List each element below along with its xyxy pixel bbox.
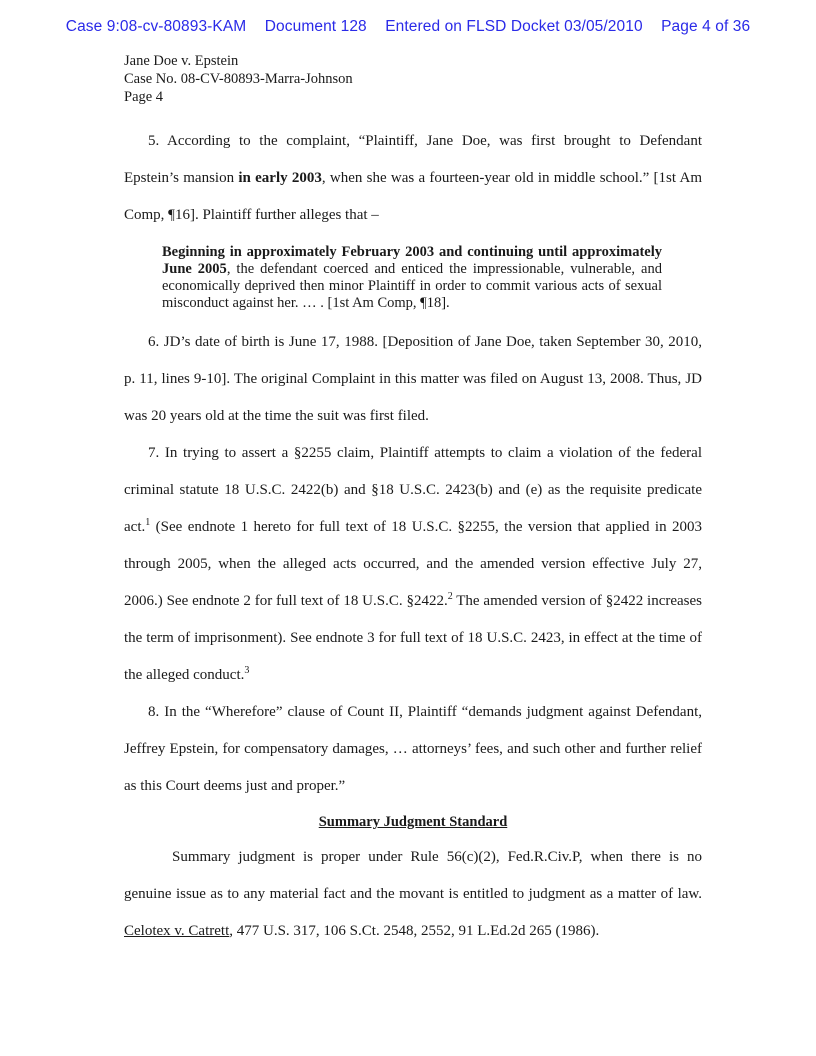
stamp-case-number: Case 9:08-cv-80893-KAM [65,18,247,35]
paragraph-7 [124,435,702,694]
footnote-marker-2: 2 [447,591,453,602]
case-citation: Celotex v. Catrett [124,923,230,939]
p5-text-start: 5. According to the complaint, “Plaintiff, Jane Doe, was first brought to Defendant Epstein’s mansion [124,133,702,186]
p5-bold-date: in early 2003 [238,170,322,186]
p7-text-b: (See endnote 1 hereto for full text of 18 U.S.C. §2255, the version that applied in 2003 through 2005, when the alleged acts occurred, and the amended version effective July 27, 2006.) See endnote 2 for full text of 18 U.S.C. §2422. [124,519,702,609]
sj-text-start: Summary judgment is proper under Rule 56(c)(2), Fed.R.Civ.P, when there is no genuine issue as to any material fact and the movant is entitled to judgment as a matter of law. [124,849,702,902]
header-case-title: Jane Doe v. Epstein [124,53,239,69]
p7-text-c: The amended version of §2422 increases the term of imprisonment). See endnote 3 for full text of 18 U.S.C. 2423, in effect at the time of the alleged conduct. [124,593,703,683]
document-page [124,52,702,950]
section-heading: Summary Judgment Standard [318,814,508,830]
header-page-number: Page 4 [124,89,164,105]
stamp-page-count: Page 4 of 36 [661,18,751,35]
docket-stamp [0,18,816,36]
sj-text-end: , 477 U.S. 317, 106 S.Ct. 2548, 2552, 91 L.Ed.2d 265 (1986). [229,923,600,939]
paragraph-6: 6. JD’s date of birth is June 17, 1988. [Deposition of Jane Doe, taken September 30, 2010, p. 11, lines 9-10]. The original Complaint in this matter was filed on August 13, 2008. Thus, JD was 20 years old at the time the suit was first filed. [124,334,702,424]
block-quote [162,244,662,312]
quote-text: , the defendant coerced and enticed the impressionable, vulnerable, and economically deprived then minor Plaintiff in order to commit various acts of sexual misconduct against her. … . [1st Am Comp, ¶18]. [162,261,662,311]
p5-text-end: , when she was a fourteen-year old in middle school.” [1st Am Comp, ¶16]. Plaintiff further alleges that – [124,170,702,223]
p7-text-a: 7. In trying to assert a §2255 claim, Plaintiff attempts to claim a violation of the federal criminal statute 18 U.S.C. 2422(b) and §18 U.S.C. 2423(b) and (e) as the requisite predicate act. [124,445,702,535]
document-header [124,52,702,106]
header-case-number: Case No. 08-CV-80893-Marra-Johnson [124,71,353,87]
stamp-document-number: Document 128 [264,18,367,35]
paragraph-5 [124,123,702,234]
stamp-entered-date: Entered on FLSD Docket 03/05/2010 [385,18,643,35]
quote-bold-lead: Beginning in approximately February 2003 and continuing until approximately June 2005 [162,244,662,277]
footnote-marker-3: 3 [244,665,250,676]
footnote-marker-1: 1 [145,517,151,528]
summary-judgment-paragraph [124,839,702,950]
paragraph-8: 8. In the “Wherefore” clause of Count II, Plaintiff “demands judgment against Defendant, Jeffrey Epstein, for compensatory damages, … attorneys’ fees, and such other and further relief as this Court deems just and proper.” [124,704,702,794]
